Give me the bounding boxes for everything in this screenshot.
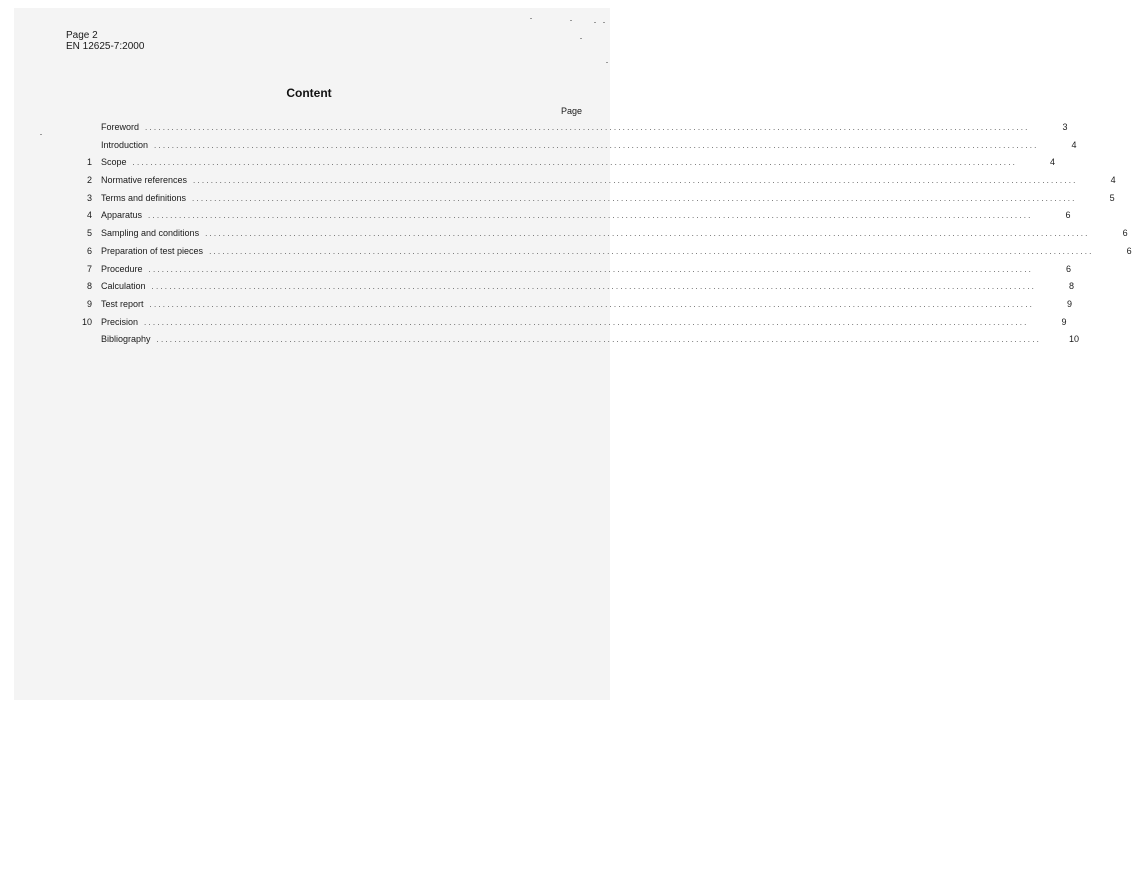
toc-entry[interactable] xyxy=(70,122,1068,140)
toc-entry-number: 8 xyxy=(86,281,92,292)
toc-entry[interactable] xyxy=(70,157,1056,175)
toc-entry-number: 2 xyxy=(86,175,92,186)
toc-entry-page: 3 xyxy=(1062,122,1068,132)
toc-entry-label: Calculation xyxy=(101,281,146,292)
toc-entry-label: Terms and definitions xyxy=(101,192,187,203)
toc-entry[interactable] xyxy=(70,298,1073,317)
toc-entry-page: 6 xyxy=(1065,210,1071,221)
toc-entry-label: Scope xyxy=(101,157,127,168)
toc-entry-number: 7 xyxy=(86,263,92,274)
toc-entry-number: 1 xyxy=(86,157,92,168)
scan-speck xyxy=(570,20,572,21)
toc-dot-leader: ........................................................................................................................................................................................................ xyxy=(205,229,1090,239)
toc-entry[interactable] xyxy=(70,139,1077,158)
toc-entry-page: 4 xyxy=(1110,175,1116,186)
toc-entry[interactable] xyxy=(70,334,1080,352)
toc-entry-number: 10 xyxy=(81,316,92,327)
toc-dot-leader: ........................................................................................................................................................................................................ xyxy=(149,299,1035,309)
toc-entry-label: Sampling and conditions xyxy=(101,228,200,239)
toc-dot-leader: ........................................................................................................................................................................................................ xyxy=(148,211,1033,221)
toc-entry[interactable] xyxy=(70,175,1116,193)
toc-dot-leader: ........................................................................................................................................................................................................ xyxy=(209,246,1094,256)
toc-entry-page: 9 xyxy=(1061,316,1067,327)
toc-entry-page: 6 xyxy=(1066,263,1072,274)
toc-dot-leader: ........................................................................................................................................................................................................ xyxy=(148,264,1034,274)
toc-entry-label: Test report xyxy=(101,298,144,309)
scanned-page-area xyxy=(14,8,610,700)
scan-speck xyxy=(606,62,608,63)
toc-dot-leader: ........................................................................................................................................................................................................ xyxy=(145,123,1030,132)
toc-entry[interactable] xyxy=(70,228,1128,246)
toc-entry-label: Foreword xyxy=(101,122,140,132)
toc-entry-number: 4 xyxy=(86,210,92,221)
toc-entry[interactable] xyxy=(70,263,1072,282)
toc-entry-label: Introduction xyxy=(101,139,149,150)
toc-dot-leader: ........................................................................................................................................................................................................ xyxy=(144,317,1029,327)
toc-entry-number: 5 xyxy=(86,228,92,239)
table-of-contents xyxy=(70,122,1132,352)
toc-entry-number: 3 xyxy=(86,192,92,203)
toc-dot-leader: ........................................................................................................................................................................................................ xyxy=(151,282,1037,292)
scan-speck xyxy=(530,18,532,19)
toc-entry[interactable] xyxy=(70,316,1067,335)
scan-speck xyxy=(603,22,605,23)
toc-entry-label: Apparatus xyxy=(101,210,143,221)
toc-entry-label: Precision xyxy=(101,316,139,327)
toc-entry-number: 6 xyxy=(86,245,92,256)
page-title: Content xyxy=(286,86,332,100)
toc-entry-page: 6 xyxy=(1122,228,1128,239)
toc-entry-label: Preparation of test pieces xyxy=(101,245,204,256)
page-column-label: Page xyxy=(560,106,582,116)
toc-dot-leader: ........................................................................................................................................................................................................ xyxy=(192,193,1077,203)
toc-entry[interactable] xyxy=(70,192,1115,211)
toc-entry-label: Normative references xyxy=(101,175,188,186)
toc-entry-label: Procedure xyxy=(101,263,143,274)
scan-speck xyxy=(40,134,42,135)
toc-dot-leader: ........................................................................................................................................................................................................ xyxy=(154,140,1039,150)
toc-entry-page: 6 xyxy=(1126,245,1132,256)
toc-entry[interactable] xyxy=(70,210,1071,228)
toc-dot-leader: ........................................................................................................................................................................................................ xyxy=(132,158,1018,168)
scan-speck xyxy=(594,22,596,23)
document-id: EN 12625-7:2000 xyxy=(66,41,145,52)
toc-entry-page: 8 xyxy=(1069,281,1075,292)
toc-entry-page: 9 xyxy=(1067,298,1073,309)
toc-entry-page: 5 xyxy=(1109,192,1115,203)
toc-entry-label: Bibliography xyxy=(101,334,151,345)
toc-dot-leader: ........................................................................................................................................................................................................ xyxy=(156,335,1042,345)
toc-entry-number: 9 xyxy=(86,298,92,309)
toc-entry[interactable] xyxy=(70,245,1132,264)
toc-entry-page: 10 xyxy=(1069,334,1080,345)
toc-dot-leader: ........................................................................................................................................................................................................ xyxy=(193,176,1078,186)
scan-speck xyxy=(580,38,582,39)
toc-entry-page: 4 xyxy=(1050,157,1056,168)
page-number: Page 2 xyxy=(66,30,98,41)
toc-entry-page: 4 xyxy=(1071,139,1077,150)
page-header xyxy=(66,30,144,52)
toc-entry[interactable] xyxy=(70,281,1075,299)
